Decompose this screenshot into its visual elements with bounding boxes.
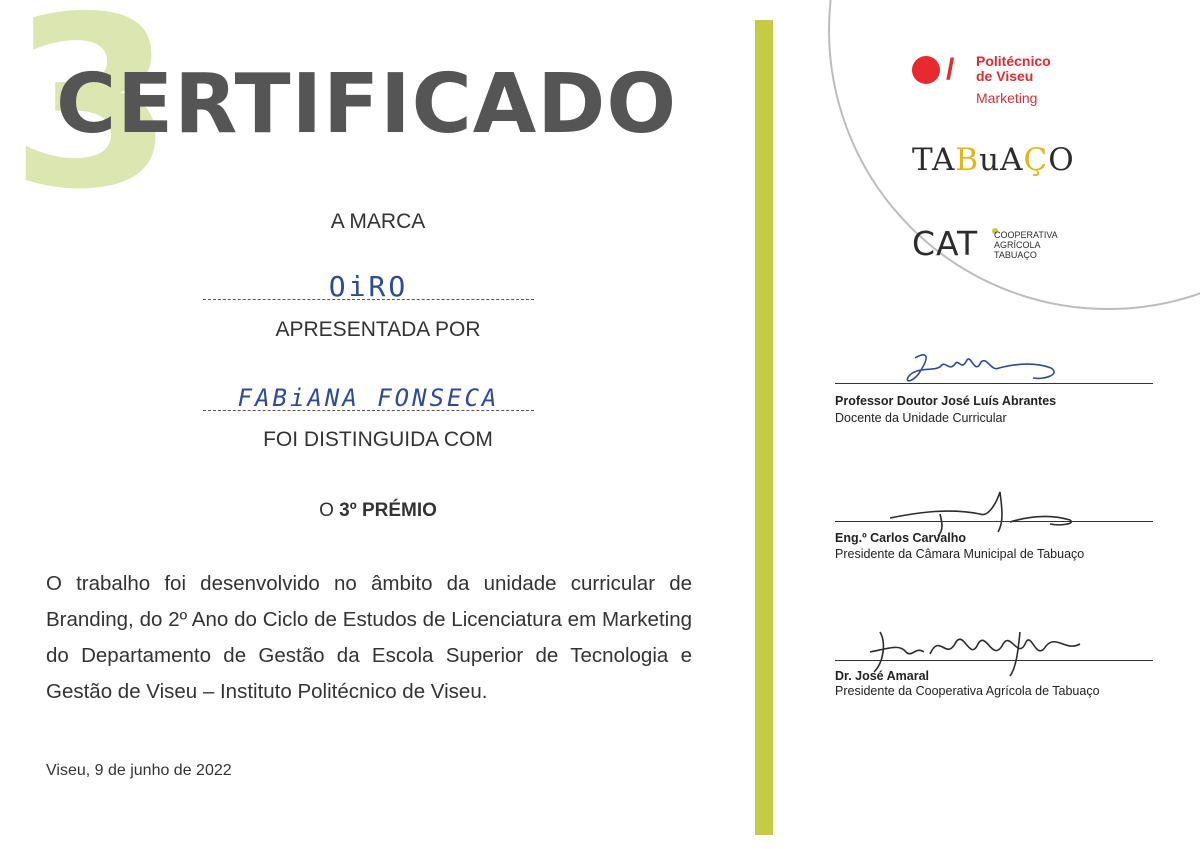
- ipv-name: [976, 54, 1051, 84]
- signatory-1-role: Docente da Unidade Curricular: [835, 411, 1007, 425]
- tabuaco-part1: TA: [912, 142, 956, 178]
- logo-cat: [912, 224, 1058, 263]
- signatory-2-name: Eng.º Carlos Carvalho: [835, 531, 966, 545]
- big-number-watermark: 3: [10, 0, 171, 241]
- signature-line-2: [835, 521, 1153, 522]
- signatory-3-name: Dr. José Amaral: [835, 669, 930, 683]
- description-paragraph: O trabalho foi desenvolvido no âmbito da unidade curricular de Branding, do 2º Ano do Ciclo de Estudos de Licenciatura em Marketing do Departamento de Gestão da Escola Superior de Tecnologia e Gestão de Viseu – Instituto Politécnico de Viseu.: [46, 572, 692, 703]
- presenter-blank-line: [203, 410, 534, 411]
- cat-line1: COOPERATIVA: [994, 230, 1058, 240]
- presenter-handwritten: FABiANA FONSECA: [237, 384, 500, 412]
- tabuaco-part5: O: [1048, 142, 1075, 178]
- certificate-date: Viseu, 9 de junho de 2022: [46, 762, 232, 779]
- ipv-name-line2: de Viseu: [976, 68, 1034, 84]
- cat-line3: TABUAÇO: [994, 250, 1037, 260]
- ipv-dot-icon: [912, 56, 940, 84]
- signatory-3-role: Presidente da Cooperativa Agrícola de Tabuaço: [835, 684, 1100, 698]
- brand-name-handwritten: OiRO: [328, 270, 409, 303]
- line-awarded: FOI DISTINGUIDA COM: [263, 428, 493, 451]
- brand-blank-line: [203, 299, 534, 300]
- cat-line2: AGRÍCOLA: [994, 240, 1041, 250]
- tabuaco-part2: B: [955, 142, 980, 178]
- line-presented: APRESENTADA POR: [275, 318, 481, 341]
- certificate-title: CERTIFICADO: [56, 57, 678, 152]
- signatory-2-role: Presidente da Câmara Municipal de Tabuaço: [835, 547, 1085, 561]
- signatory-1-name: Professor Doutor José Luís Abrantes: [835, 394, 1057, 408]
- ipv-slash-icon: /: [946, 53, 955, 86]
- tabuaco-part3: uA: [979, 142, 1024, 178]
- prize-text: 3º PRÉMIO: [339, 500, 437, 521]
- cat-acronym: CAT: [912, 224, 979, 263]
- vertical-accent-bar: [755, 20, 773, 835]
- line-brand: A MARCA: [330, 210, 426, 233]
- signature-1-image: [895, 350, 1075, 390]
- tabuaco-part4: Ç: [1023, 142, 1049, 178]
- cat-full-name: [994, 230, 1058, 260]
- signature-line-1: [835, 383, 1153, 384]
- prize-line: [130, 500, 626, 522]
- logo-tabuaco: [912, 142, 1075, 178]
- prize-prefix: O: [319, 500, 340, 521]
- ipv-name-line1: Politécnico: [976, 53, 1051, 69]
- ipv-subtitle: Marketing: [976, 90, 1038, 106]
- signature-line-3: [835, 660, 1153, 661]
